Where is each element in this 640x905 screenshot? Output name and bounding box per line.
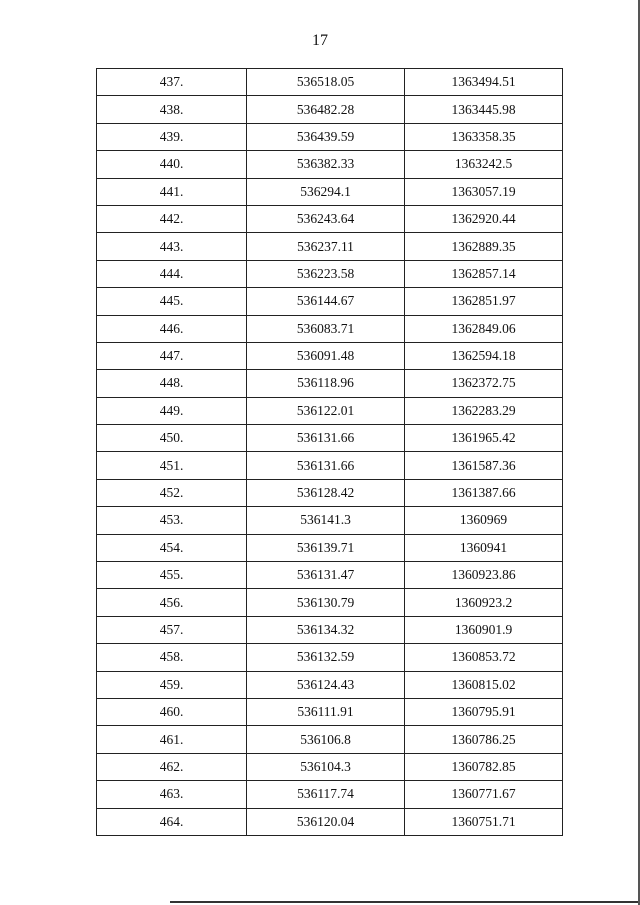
point-number-cell: 446. [97,315,247,342]
table-row [97,589,563,616]
y-coordinate-cell: 1362851.97 [405,288,563,315]
y-coordinate-cell: 1360901.9 [405,616,563,643]
y-coordinate-cell: 1361587.36 [405,452,563,479]
table-row [97,534,563,561]
y-coordinate-cell: 1362849.06 [405,315,563,342]
point-number-cell: 454. [97,534,247,561]
table-row [97,479,563,506]
x-coordinate-cell: 536083.71 [247,315,405,342]
y-coordinate-cell: 1363057.19 [405,178,563,205]
x-coordinate-cell: 536482.28 [247,96,405,123]
table-row [97,671,563,698]
page-number: 17 [312,32,328,49]
x-coordinate-cell: 536518.05 [247,69,405,96]
point-number-cell: 443. [97,233,247,260]
x-coordinate-cell: 536124.43 [247,671,405,698]
point-number-cell: 457. [97,616,247,643]
point-number-cell: 442. [97,205,247,232]
point-number-cell: 439. [97,123,247,150]
x-coordinate-cell: 536243.64 [247,205,405,232]
x-coordinate-cell: 536130.79 [247,589,405,616]
coordinates-table-body [97,69,563,836]
point-number-cell: 462. [97,753,247,780]
y-coordinate-cell: 1363358.35 [405,123,563,150]
y-coordinate-cell: 1360853.72 [405,644,563,671]
x-coordinate-cell: 536122.01 [247,397,405,424]
x-coordinate-cell: 536223.58 [247,260,405,287]
table-row [97,233,563,260]
x-coordinate-cell: 536382.33 [247,151,405,178]
y-coordinate-cell: 1363494.51 [405,69,563,96]
x-coordinate-cell: 536131.66 [247,425,405,452]
x-coordinate-cell: 536128.42 [247,479,405,506]
x-coordinate-cell: 536439.59 [247,123,405,150]
point-number-cell: 453. [97,507,247,534]
x-coordinate-cell: 536144.67 [247,288,405,315]
table-row [97,342,563,369]
table-row [97,644,563,671]
table-row [97,288,563,315]
table-row [97,753,563,780]
y-coordinate-cell: 1360795.91 [405,698,563,725]
point-number-cell: 440. [97,151,247,178]
y-coordinate-cell: 1360923.86 [405,562,563,589]
y-coordinate-cell: 1360782.85 [405,753,563,780]
x-coordinate-cell: 536091.48 [247,342,405,369]
x-coordinate-cell: 536118.96 [247,370,405,397]
table-row [97,562,563,589]
point-number-cell: 441. [97,178,247,205]
point-number-cell: 464. [97,808,247,835]
bottom-edge-line [170,901,640,903]
point-number-cell: 445. [97,288,247,315]
point-number-cell: 460. [97,698,247,725]
table-row [97,123,563,150]
y-coordinate-cell: 1360815.02 [405,671,563,698]
y-coordinate-cell: 1360771.67 [405,781,563,808]
point-number-cell: 448. [97,370,247,397]
y-coordinate-cell: 1363445.98 [405,96,563,123]
x-coordinate-cell: 536106.8 [247,726,405,753]
y-coordinate-cell: 1362857.14 [405,260,563,287]
point-number-cell: 455. [97,562,247,589]
table-row [97,698,563,725]
y-coordinate-cell: 1362920.44 [405,205,563,232]
point-number-cell: 451. [97,452,247,479]
x-coordinate-cell: 536131.66 [247,452,405,479]
y-coordinate-cell: 1360751.71 [405,808,563,835]
y-coordinate-cell: 1362372.75 [405,370,563,397]
y-coordinate-cell: 1360923.2 [405,589,563,616]
x-coordinate-cell: 536134.32 [247,616,405,643]
point-number-cell: 450. [97,425,247,452]
point-number-cell: 444. [97,260,247,287]
x-coordinate-cell: 536237.11 [247,233,405,260]
y-coordinate-cell: 1360941 [405,534,563,561]
table-row [97,425,563,452]
point-number-cell: 461. [97,726,247,753]
table-row [97,260,563,287]
table-row [97,205,563,232]
x-coordinate-cell: 536131.47 [247,562,405,589]
y-coordinate-cell: 1362283.29 [405,397,563,424]
table-row [97,808,563,835]
point-number-cell: 456. [97,589,247,616]
table-row [97,397,563,424]
table-row [97,726,563,753]
point-number-cell: 463. [97,781,247,808]
table-row [97,616,563,643]
x-coordinate-cell: 536120.04 [247,808,405,835]
table-row [97,507,563,534]
y-coordinate-cell: 1361965.42 [405,425,563,452]
table-row [97,178,563,205]
table-row [97,370,563,397]
point-number-cell: 449. [97,397,247,424]
y-coordinate-cell: 1362594.18 [405,342,563,369]
y-coordinate-cell: 1361387.66 [405,479,563,506]
x-coordinate-cell: 536132.59 [247,644,405,671]
x-coordinate-cell: 536294.1 [247,178,405,205]
table-row [97,69,563,96]
y-coordinate-cell: 1360969 [405,507,563,534]
table-row [97,96,563,123]
table-row [97,315,563,342]
x-coordinate-cell: 536117.74 [247,781,405,808]
table-row [97,151,563,178]
x-coordinate-cell: 536104.3 [247,753,405,780]
y-coordinate-cell: 1363242.5 [405,151,563,178]
point-number-cell: 437. [97,69,247,96]
x-coordinate-cell: 536141.3 [247,507,405,534]
point-number-cell: 459. [97,671,247,698]
table-row [97,452,563,479]
coordinates-table [96,68,563,836]
point-number-cell: 447. [97,342,247,369]
point-number-cell: 458. [97,644,247,671]
y-coordinate-cell: 1360786.25 [405,726,563,753]
point-number-cell: 438. [97,96,247,123]
y-coordinate-cell: 1362889.35 [405,233,563,260]
x-coordinate-cell: 536111.91 [247,698,405,725]
x-coordinate-cell: 536139.71 [247,534,405,561]
point-number-cell: 452. [97,479,247,506]
table-row [97,781,563,808]
